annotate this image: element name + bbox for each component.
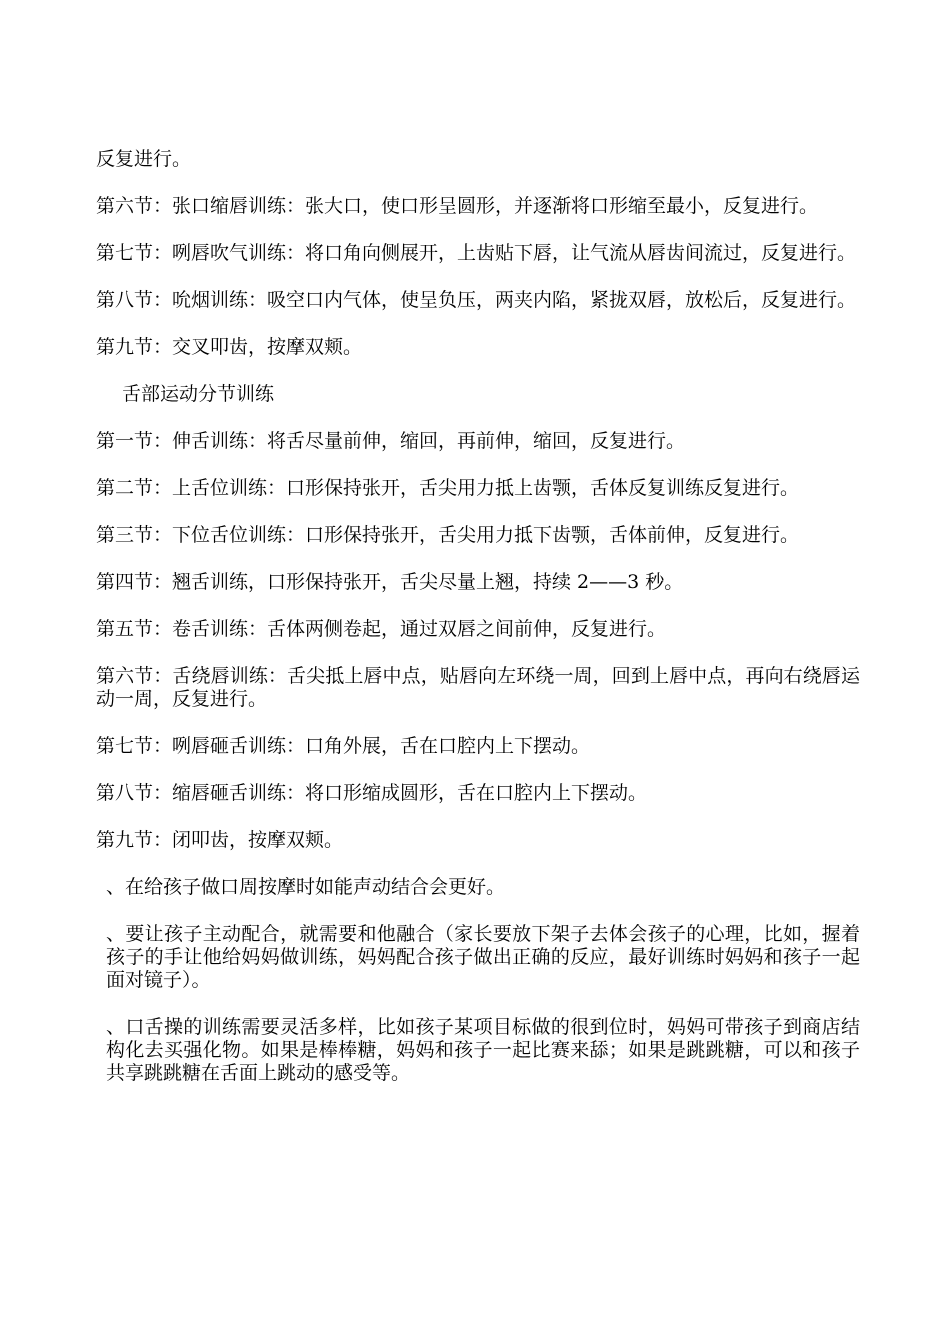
paragraph-tongue-9: 第九节：闭叩齿，按摩双颊。 [96, 829, 344, 851]
paragraph-tongue-4: 第四节：翘舌训练，口形保持张开，舌尖尽量上翘，持续 2——3 秒。 [96, 571, 684, 593]
paragraph-tongue-8: 第八节：缩唇砸舌训练：将口形缩成圆形，舌在口腔内上下摆动。 [96, 782, 648, 804]
tip-paragraph-1: 、在给孩子做口周按摩时如能声动结合会更好。 [106, 876, 506, 898]
paragraph-tongue-5: 第五节：卷舌训练：舌体两侧卷起，通过双唇之间前伸，反复进行。 [96, 618, 667, 640]
paragraph-lip-9: 第九节：交叉叩齿，按摩双颊。 [96, 336, 363, 358]
paragraph-tongue-6: 第六节：舌绕唇训练：舌尖抵上唇中点，贴唇向左环绕一周，回到上唇中点，再向右绕唇运动一周，反复进行。 [96, 665, 860, 710]
tip-paragraph-3: 、口舌操的训练需要灵活多样，比如孩子某项目标做的很到位时，妈妈可带孩子到商店结构化去买强化物。如果是棒棒糖，妈妈和孩子一起比赛来舔；如果是跳跳糖，可以和孩子共享跳跳糖在舌面上跳动的感受等。 [106, 1016, 860, 1084]
paragraph-tongue-7: 第七节：咧唇砸舌训练：口角外展，舌在口腔内上下摆动。 [96, 735, 591, 757]
paragraph-continuation: 反复进行。 [96, 148, 192, 170]
section-heading-tongue: 舌部运动分节训练 [122, 383, 275, 405]
paragraph-lip-6: 第六节：张口缩唇训练：张大口，使口形呈圆形，并逐渐将口形缩至最小，反复进行。 [96, 195, 819, 217]
paragraph-lip-8: 第八节：吮烟训练：吸空口内气体，使呈负压，两夹内陷，紧拢双唇，放松后，反复进行。 [96, 289, 857, 311]
paragraph-lip-7: 第七节：咧唇吹气训练：将口角向侧展开，上齿贴下唇，让气流从唇齿间流过，反复进行。 [96, 242, 857, 264]
paragraph-tongue-2: 第二节：上舌位训练：口形保持张开，舌尖用力抵上齿颚，舌体反复训练反复进行。 [96, 477, 800, 499]
tip-paragraph-2: 、要让孩子主动配合，就需要和他融合（家长要放下架子去体会孩子的心理，比如，握着孩子的手让他给妈妈做训练，妈妈配合孩子做出正确的反应，最好训练时妈妈和孩子一起面对镜子）。 [106, 923, 860, 991]
paragraph-tongue-3: 第三节：下位舌位训练：口形保持张开，舌尖用力抵下齿颚，舌体前伸，反复进行。 [96, 524, 800, 546]
document-page [96, 148, 860, 1109]
paragraph-tongue-1: 第一节：伸舌训练：将舌尽量前伸，缩回，再前伸，缩回，反复进行。 [96, 430, 686, 452]
